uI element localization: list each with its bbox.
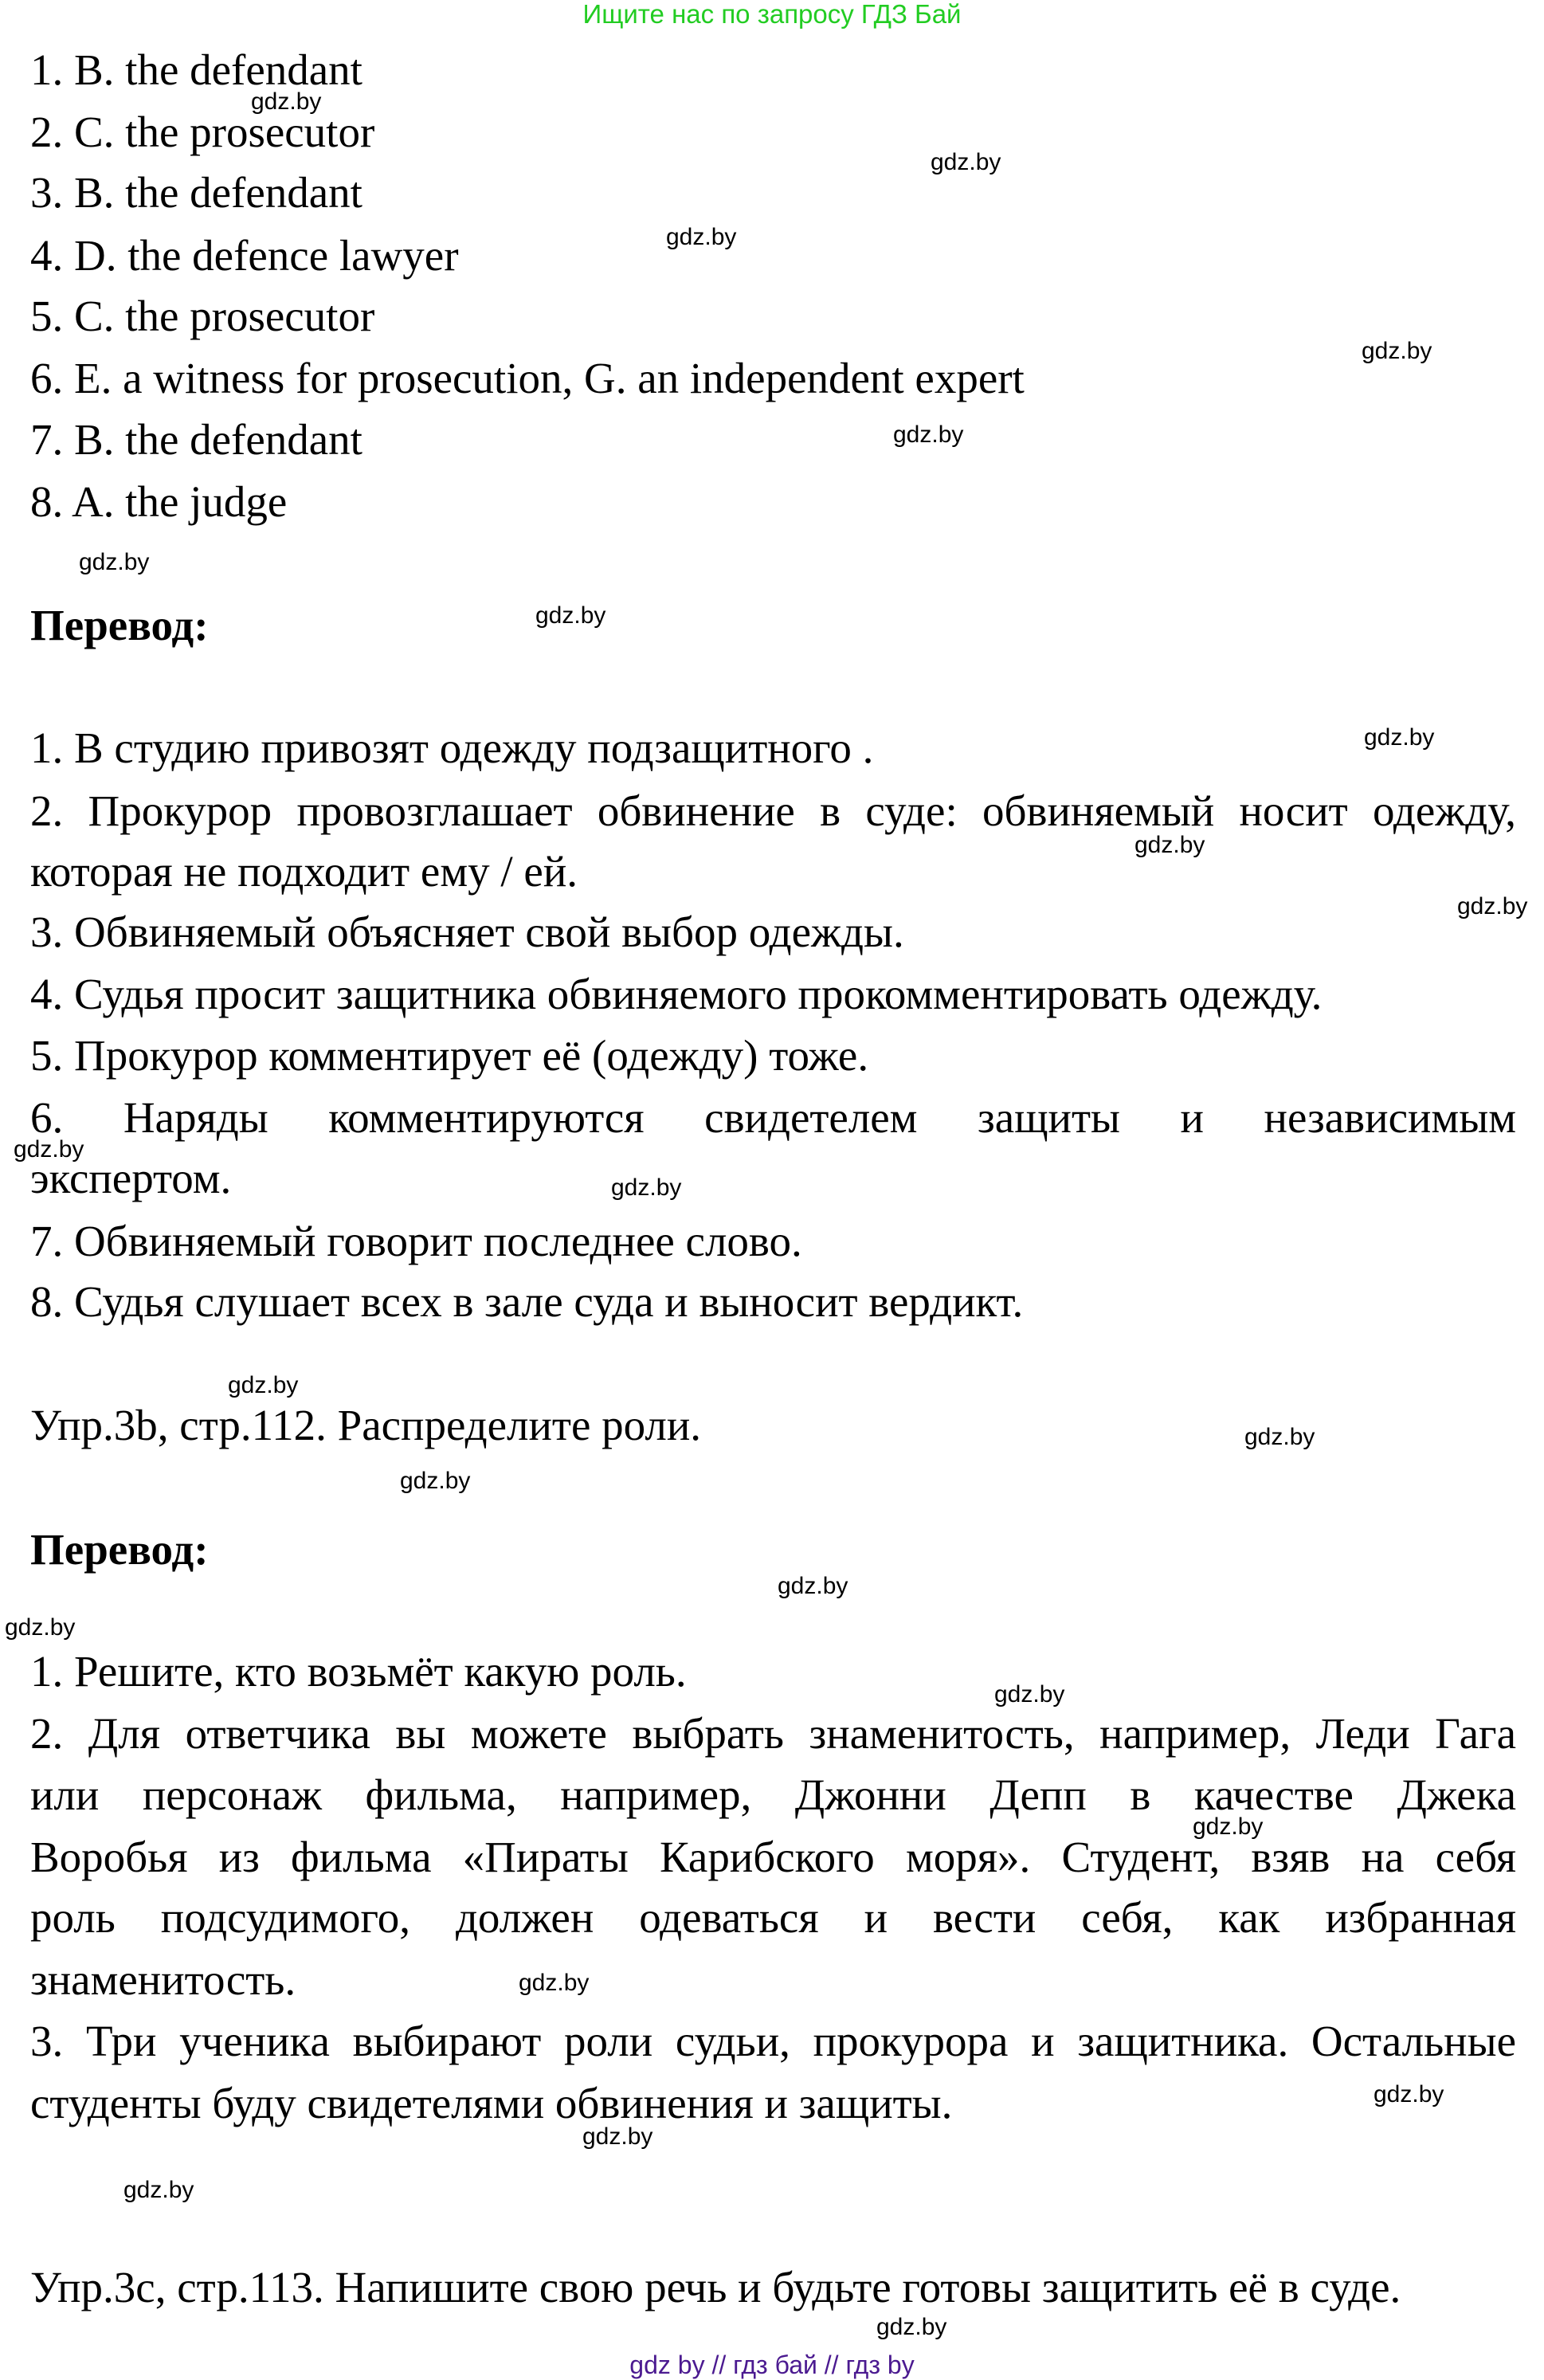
translation-line: 1. В студию привозят одежду подзащитного . [30, 723, 874, 772]
watermark: gdz.by [251, 88, 322, 115]
translation-line: или персонаж фильма, например, Джонни Депп в качестве Джека [30, 1770, 1516, 1819]
watermark: gdz.by [893, 421, 964, 448]
watermark: gdz.by [519, 1970, 590, 1996]
exercise-3b-title: Упр.3b, стр.112. Распределите роли. [30, 1401, 702, 1449]
translation-line: студенты буду свидетелями обвинения и защиты. [30, 2079, 953, 2127]
exercise-3c-title: Упр.3c, стр.113. Напишите свою речь и будьте готовы защитить её в суде. [30, 2263, 1401, 2311]
watermark: gdz.by [1362, 338, 1432, 364]
translation-line: знаменитость. [30, 1955, 296, 2004]
translation-line: 3. Обвиняемый объясняет свой выбор одежды. [30, 908, 904, 956]
watermark: gdz.by [1134, 832, 1205, 858]
watermark: gdz.by [778, 1573, 848, 1599]
watermark: gdz.by [1374, 2081, 1444, 2107]
watermark: gdz.by [1457, 893, 1528, 919]
watermark: gdz.by [611, 1174, 682, 1201]
translation-heading: Перевод: [30, 601, 209, 649]
watermark: gdz.by [400, 1468, 471, 1494]
watermark: gdz.by [123, 2177, 194, 2203]
answer-line: 7. B. the defendant [30, 415, 362, 464]
answer-line: 8. A. the judge [30, 477, 288, 526]
translation-line: 2. Для ответчика вы можете выбрать знаменитость, например, Леди Гага [30, 1709, 1516, 1758]
watermark: gdz.by [666, 224, 737, 250]
translation-line: экспертом. [30, 1154, 232, 1202]
translation-line: Воробья из фильма «Пираты Карибского моря». Студент, взяв на себя [30, 1833, 1516, 1881]
watermark: gdz.by [931, 149, 1001, 175]
translation-line: 5. Прокурор комментирует её (одежду) тоже. [30, 1031, 869, 1080]
watermark: gdz.by [1364, 724, 1435, 751]
footer-links[interactable]: gdz by // гдз бай // гдз by [629, 2351, 915, 2379]
answer-line: 1. B. the defendant [30, 45, 362, 94]
answer-line: 5. C. the prosecutor [30, 292, 375, 340]
translation-line: 8. Судья слушает всех в зале суда и выносит вердикт. [30, 1277, 1024, 1326]
translation-line: 1. Решите, кто возьмёт какую роль. [30, 1647, 687, 1696]
answer-line: 2. C. the prosecutor [30, 108, 375, 156]
answer-line: 3. B. the defendant [30, 168, 362, 217]
watermark: gdz.by [582, 2123, 653, 2150]
translation-line: 4. Судья просит защитника обвиняемого прокомментировать одежду. [30, 970, 1323, 1018]
watermark: gdz.by [14, 1136, 84, 1163]
watermark: gdz.by [535, 602, 606, 629]
watermark: gdz.by [994, 1681, 1065, 1708]
translation-line: роль подсудимого, должен одеваться и вести себя, как избранная [30, 1893, 1516, 1942]
answer-line: 4. D. the defence lawyer [30, 231, 459, 280]
watermark: gdz.by [79, 549, 150, 575]
translation-heading: Перевод: [30, 1525, 209, 1574]
translation-line: 2. Прокурор провозглашает обвинение в суде: обвиняемый носит одежду, [30, 786, 1516, 835]
watermark: gdz.by [1193, 1813, 1264, 1840]
watermark: gdz.by [228, 1372, 299, 1398]
translation-line: 3. Три ученика выбирают роли судьи, прокурора и защитника. Остальные [30, 2017, 1516, 2065]
watermark: gdz.by [876, 2314, 947, 2340]
translation-line: которая не подходит ему / ей. [30, 847, 578, 896]
translation-line: 7. Обвиняемый говорит последнее слово. [30, 1217, 802, 1265]
translation-line: 6. Наряды комментируются свидетелем защиты и независимым [30, 1093, 1516, 1142]
watermark: gdz.by [5, 1614, 76, 1641]
watermark: gdz.by [1244, 1424, 1315, 1450]
search-hint-banner[interactable]: Ищите нас по запросу ГДЗ Бай [582, 0, 962, 29]
answer-line: 6. E. a witness for prosecution, G. an independent expert [30, 354, 1025, 402]
